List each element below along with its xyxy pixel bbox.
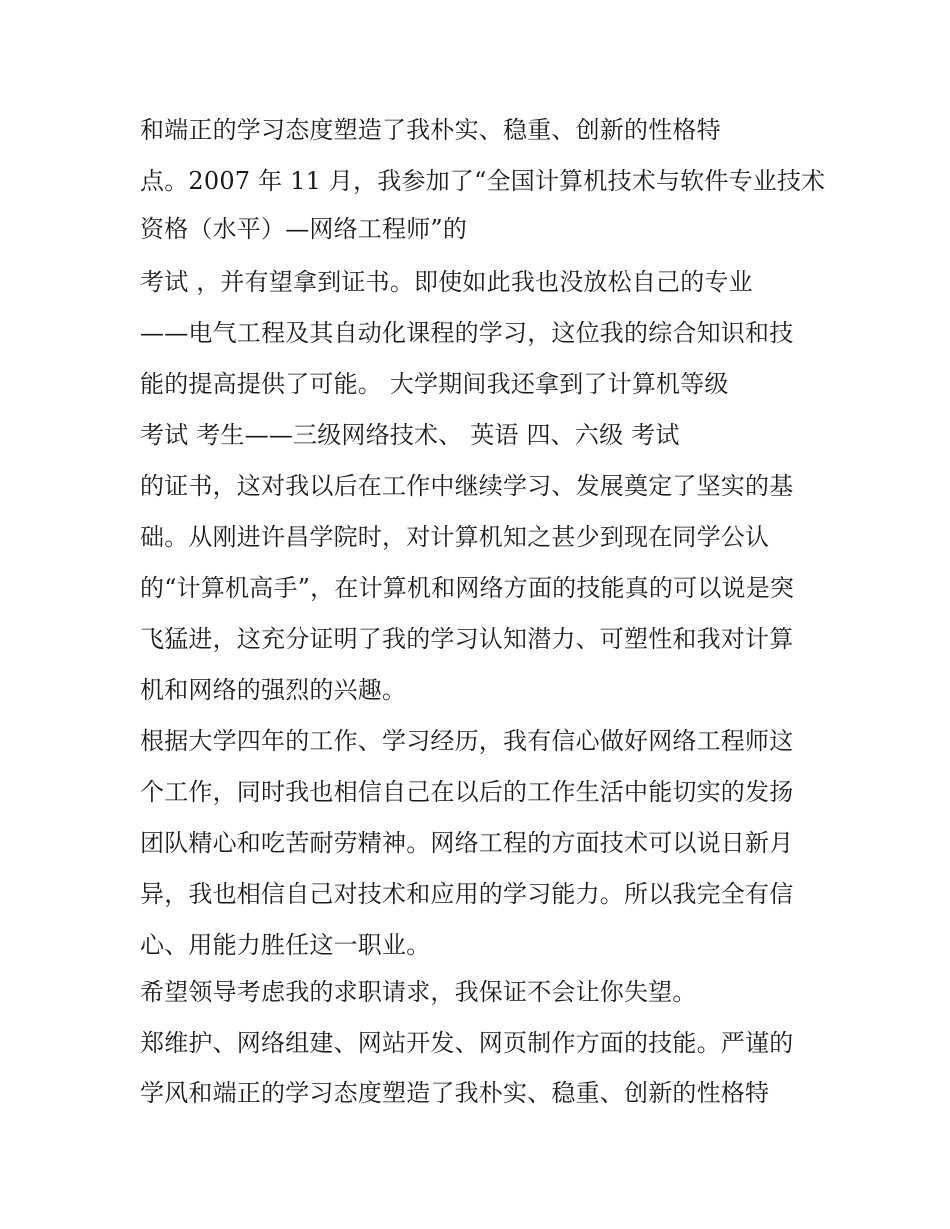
text-line: 心、用能力胜任这一职业。 — [140, 931, 431, 959]
text-line: 团队精心和吃苦耐劳精神。网络工程的方面技术可以说日新月 — [140, 829, 794, 857]
text-line: 和端正的学习态度塑造了我朴实、稳重、创新的性格特 — [140, 116, 721, 144]
text-line: 础。从刚进许昌学院时，对计算机知之甚少到现在同学公认 — [140, 523, 770, 551]
text-line: 根据大学四年的工作、学习经历，我有信心做好网络工程师这 — [140, 727, 794, 755]
text-line: ——电气工程及其自动化课程的学习，这位我的综合知识和技 — [140, 319, 794, 347]
text-line: 考试 考生——三级网络技术、 英语 四、六级 考试 — [140, 421, 680, 449]
text-line: 飞猛进，这充分证明了我的学习认知潜力、可塑性和我对计算 — [140, 625, 794, 653]
text-line: 能的提高提供了可能。 大学期间我还拿到了计算机等级 — [140, 370, 729, 398]
text-line: 异，我也相信自己对技术和应用的学习能力。所以我完全有信 — [140, 880, 794, 908]
text-line: 的“计算机高手”，在计算机和网络方面的技能真的可以说是突 — [140, 574, 795, 602]
text-line: 资格（水平）—网络工程师”的 — [140, 215, 468, 243]
text-line: 个工作，同时我也相信自己在以后的工作生活中能切实的发扬 — [140, 778, 794, 806]
text-line: 的证书，这对我以后在工作中继续学习、发展奠定了坚实的基 — [140, 472, 794, 500]
text-line: 机和网络的强烈的兴趣。 — [140, 676, 407, 704]
text-line: 点。2007 年 11 月，我参加了“全国计算机技术与软件专业技术 — [140, 167, 826, 195]
text-line: 郑维护、网络组建、网站开发、网页制作方面的技能。严谨的 — [140, 1029, 794, 1057]
text-line: 希望领导考虑我的求职请求，我保证不会让你失望。 — [140, 978, 697, 1006]
text-line: 考试 ，并有望拿到证书。即使如此我也没放松自己的专业 — [140, 268, 753, 296]
text-line: 学风和端正的学习态度塑造了我朴实、稳重、创新的性格特 — [140, 1079, 770, 1107]
